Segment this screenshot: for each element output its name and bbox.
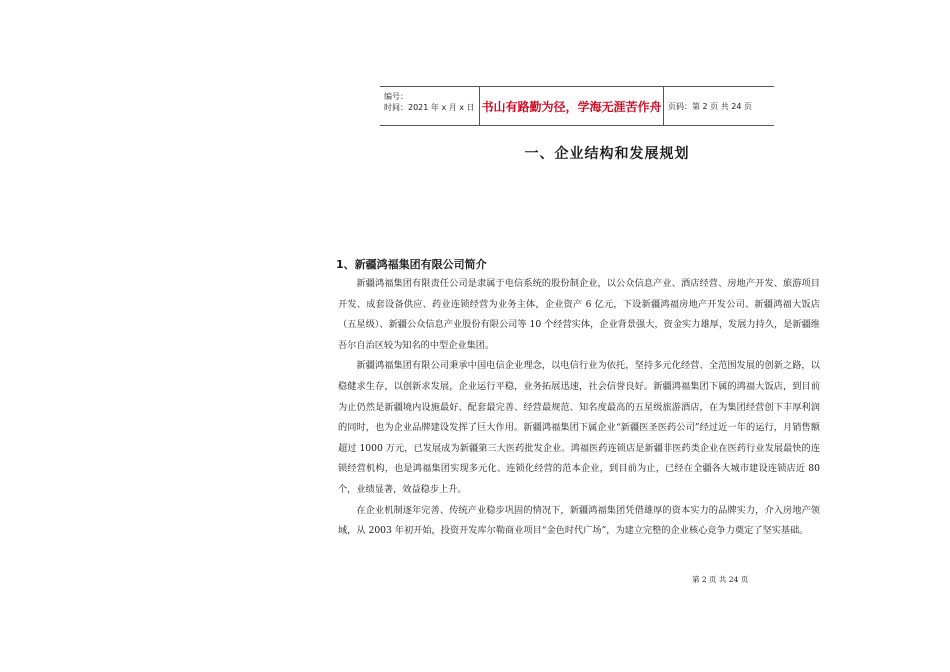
header-meta	[380, 87, 480, 125]
paragraph: 新疆鸿福集团有限责任公司是隶属于电信系统的股份制企业，以公众信息产业、酒店经营、房地产开发、旅游项目开发、成套设备供应、药业连锁经营为业务主体，企业资产 6 亿元，下设新疆鸿福房地产开发公司、新疆鸿福大饭店（五星级）、新疆公众信息产业股份有限公司等 10 个经营实体，企业背景强大，资金实力雄厚，发展力持久，是新疆维吾尔自治区较为知名的中型企业集团。	[338, 278, 820, 351]
header-number: 编号：	[384, 92, 408, 101]
header-motto: 书山有路勤为径，学海无涯苦作舟	[480, 87, 664, 125]
section-title: 1、新疆鸿福集团有限公司简介	[336, 258, 487, 271]
header-time: 时间：2021 年 x 月 x 日	[384, 103, 475, 112]
page-header	[380, 86, 774, 126]
paragraph: 在企业机制逐年完善、传统产业稳步巩固的情况下，新疆鸿福集团凭借雄厚的资本实力的品牌实力，介入房地产领域，从 2003 年初开始，投资开发库尔勒商业项目“金色时代广场”，为建立完整的企业核心竞争力奠定了坚实基础。	[338, 504, 820, 537]
chapter-title: 一、企业结构和发展规划	[524, 146, 690, 162]
paragraph: 新疆鸿福集团有限公司秉承中国电信企业理念，以电信行业为依托，坚持多元化经营、全范围发展的创新之路，以稳健求生存，以创新求发展，企业运行平稳，业务拓展迅速，社会信誉良好。新疆鸿福集团下属的鸿福大饭店，到目前为止仍然是新疆境内设施最好、配套最完善、经营最规范、知名度最高的五星级旅游酒店，在为集团经营创下丰厚利润的同时，也为企业品牌建设发挥了巨大作用。新疆鸿福集团下属企业“新疆医圣医药公司”经过近一年的运行，月销售额超过 1000 万元，已发展成为新疆第三大医药批发企业。鸿福医药连锁店是新疆非医药类企业在医药行业发展最快的连锁经营机构，也是鸿福集团实现多元化、连锁化经营的范本企业，到目前为止，已经在全疆各大城市建设连锁店近 80 个，业绩显著，效益稳步上升。	[338, 360, 820, 495]
page-footer: 第 2 页 共 24 页	[692, 575, 749, 584]
header-page-info: 页码：第 2 页 共 24 页	[668, 101, 752, 111]
body-text	[338, 274, 820, 542]
